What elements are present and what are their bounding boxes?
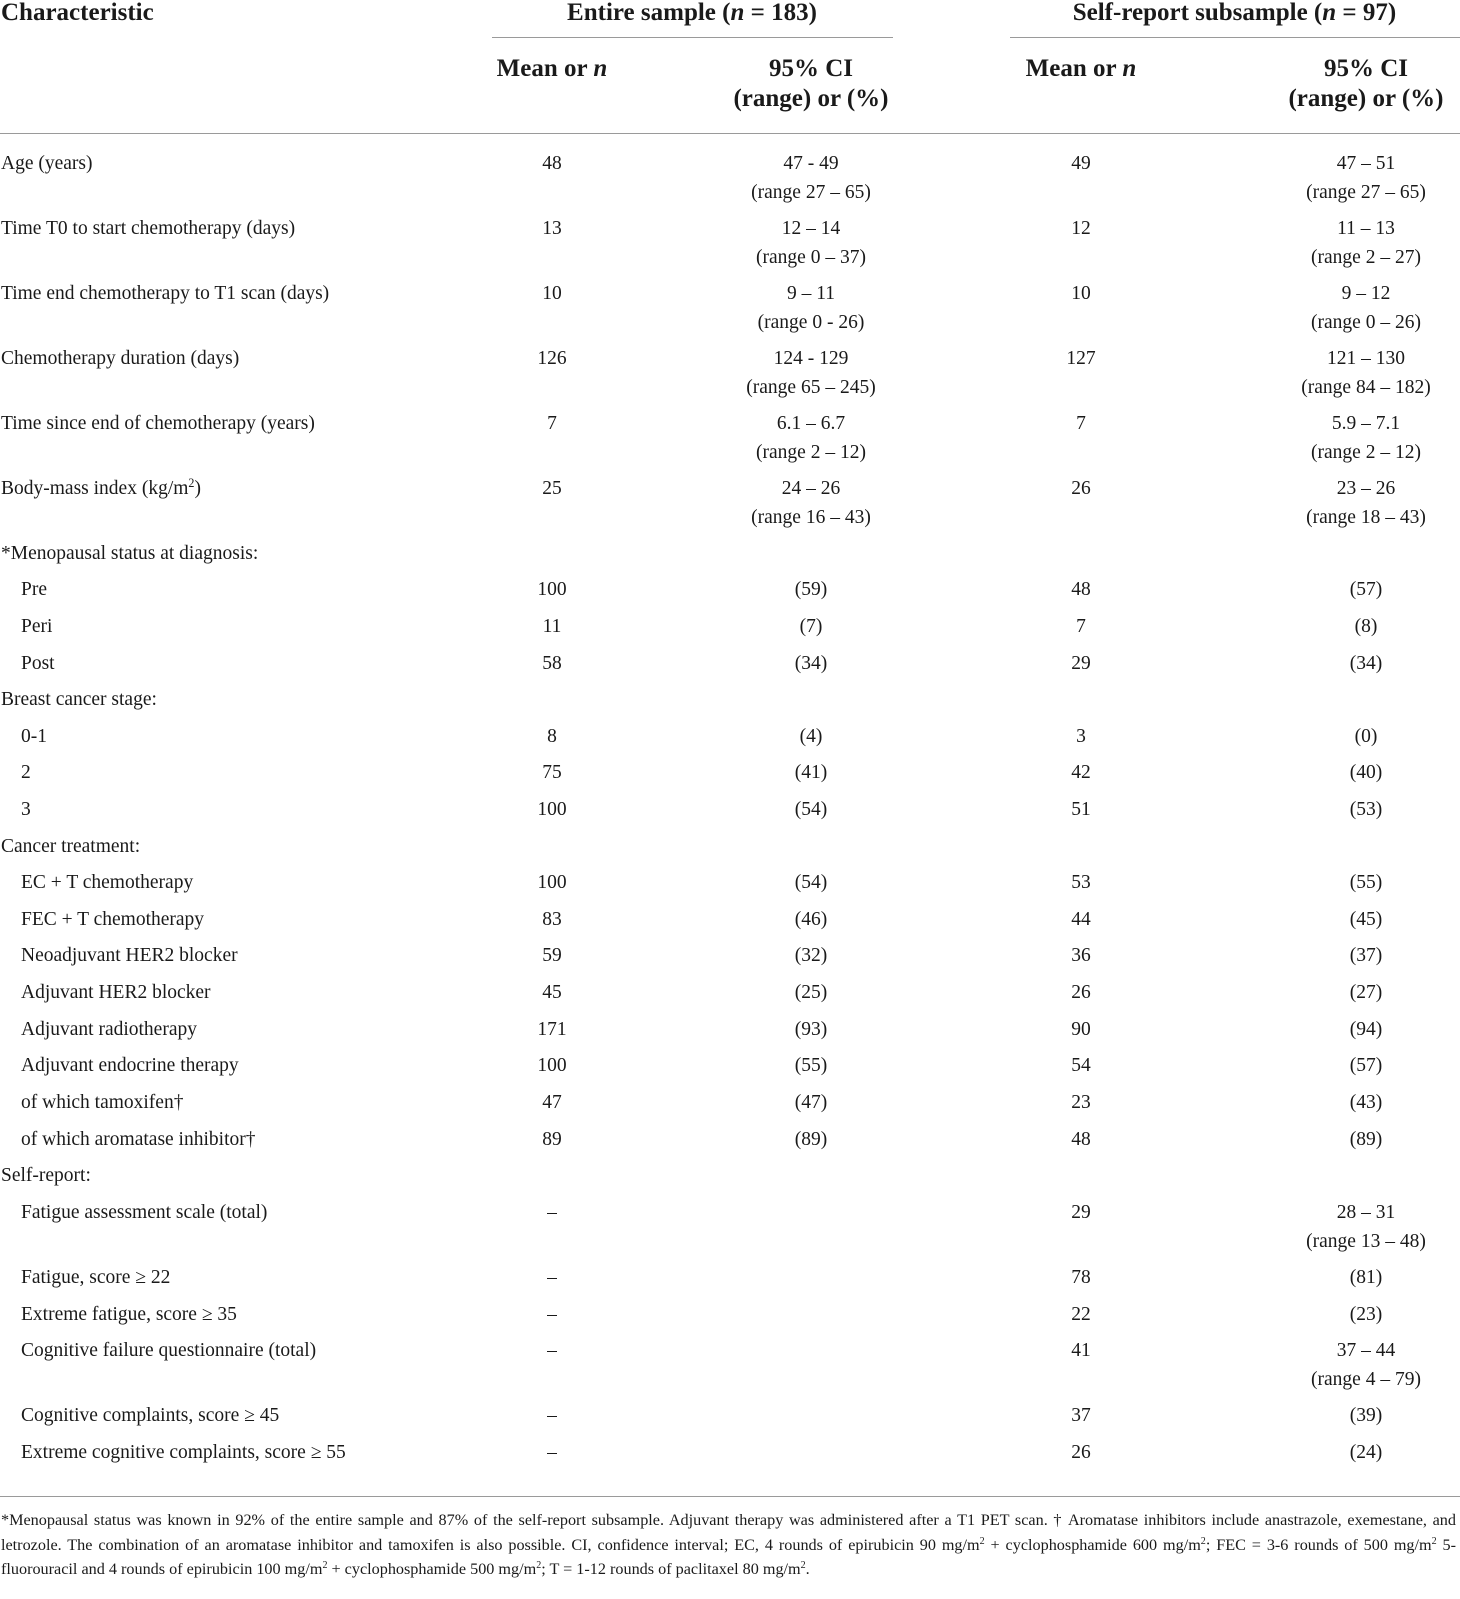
cell-mean-subsample: 26 bbox=[1071, 478, 1091, 499]
row-label bbox=[1, 344, 239, 373]
cell-ci-entire-line: (range 0 – 37) bbox=[756, 247, 866, 268]
cell-ci-entire-line: (41) bbox=[794, 762, 828, 783]
cell-mean-entire: – bbox=[547, 1267, 557, 1288]
footnote-sup5: 2 bbox=[536, 1559, 542, 1571]
row-label bbox=[1, 685, 157, 714]
cell-mean-subsample: 7 bbox=[1076, 616, 1086, 637]
subheader-ci-a-line2: (range) or (%) bbox=[733, 85, 889, 112]
footnote-sup2: 2 bbox=[1200, 1535, 1206, 1547]
cell-ci-subsample bbox=[1250, 214, 1460, 272]
cell-mean-subsample: 49 bbox=[1071, 153, 1091, 174]
cell-ci-subsample-line: (57) bbox=[1349, 579, 1383, 600]
cell-ci-subsample bbox=[1250, 1336, 1460, 1394]
row-label-text: EC + T chemotherapy bbox=[21, 872, 194, 893]
row-label bbox=[1, 832, 140, 861]
cell-ci-entire bbox=[700, 1088, 922, 1117]
cell-mean-subsample: 26 bbox=[1071, 982, 1091, 1003]
cell-ci-subsample bbox=[1250, 1015, 1460, 1044]
cell-mean-subsample: 29 bbox=[1071, 1202, 1091, 1223]
row-label bbox=[1, 149, 93, 178]
cell-ci-subsample-line: (57) bbox=[1349, 1055, 1383, 1076]
cell-ci-subsample bbox=[1250, 1401, 1460, 1430]
cell-mean-subsample: 42 bbox=[1071, 762, 1091, 783]
footnote-part5: + cyclophosphamide 500 mg/m bbox=[327, 1560, 537, 1578]
cell-ci-subsample-line: 11 – 13 bbox=[1337, 218, 1395, 239]
cell-ci-entire bbox=[700, 1125, 922, 1154]
cell-ci-subsample-line: 9 – 12 bbox=[1341, 283, 1391, 304]
row-label bbox=[21, 941, 238, 970]
cell-ci-entire-line: (47) bbox=[794, 1092, 828, 1113]
cell-ci-subsample-line: (range 2 – 27) bbox=[1311, 247, 1421, 268]
cell-ci-subsample-line: 121 – 130 bbox=[1327, 348, 1405, 369]
cell-ci-entire bbox=[700, 575, 922, 604]
cell-mean-subsample: 53 bbox=[1071, 872, 1091, 893]
cell-ci-entire bbox=[700, 409, 922, 467]
cell-ci-subsample-line: 37 – 44 bbox=[1336, 1340, 1396, 1361]
cell-mean-subsample: 22 bbox=[1071, 1304, 1091, 1325]
cell-ci-entire-line: (54) bbox=[794, 872, 828, 893]
cell-ci-entire-line: 6.1 – 6.7 bbox=[776, 413, 846, 434]
cell-ci-entire-line: (range 27 – 65) bbox=[751, 182, 871, 203]
cell-ci-subsample-line: (8) bbox=[1354, 616, 1378, 637]
row-label-text: Adjuvant radiotherapy bbox=[21, 1019, 197, 1040]
cell-ci-subsample bbox=[1250, 1088, 1460, 1117]
row-label-text: Post bbox=[21, 653, 55, 674]
cell-ci-entire-line: (4) bbox=[799, 726, 823, 747]
cell-mean-entire: 126 bbox=[537, 348, 567, 369]
cell-ci-entire bbox=[700, 214, 922, 272]
cell-mean-subsample: 54 bbox=[1071, 1055, 1091, 1076]
cell-mean-subsample: 36 bbox=[1071, 945, 1091, 966]
cell-ci-entire-line: (55) bbox=[794, 1055, 828, 1076]
cell-ci-entire bbox=[700, 1051, 922, 1080]
header-entire-sample-text: Entire sample (n = 183) bbox=[567, 0, 817, 26]
subheader-ci-b-line2: (range) or (%) bbox=[1288, 85, 1444, 112]
cell-ci-subsample-line: 23 – 26 bbox=[1336, 478, 1396, 499]
cell-mean-entire: 100 bbox=[537, 872, 567, 893]
cell-mean-subsample: 127 bbox=[1066, 348, 1096, 369]
cell-ci-subsample bbox=[1250, 905, 1460, 934]
subheader-ci-a-line1: 95% CI bbox=[768, 55, 854, 82]
cell-ci-subsample bbox=[1250, 941, 1460, 970]
cell-ci-entire bbox=[700, 649, 922, 678]
cell-ci-entire-line: (range 0 - 26) bbox=[757, 312, 865, 333]
row-label-text: Adjuvant endocrine therapy bbox=[21, 1055, 239, 1076]
cell-ci-subsample bbox=[1250, 575, 1460, 604]
cell-ci-subsample bbox=[1250, 409, 1460, 467]
row-label bbox=[1, 474, 201, 503]
cell-ci-subsample-line: (range 18 – 43) bbox=[1306, 507, 1426, 528]
cell-ci-entire-line: (25) bbox=[794, 982, 828, 1003]
cell-mean-entire: 11 bbox=[542, 616, 562, 637]
cell-ci-entire-line: 9 – 11 bbox=[786, 283, 836, 304]
row-label-text: 2 bbox=[21, 762, 31, 783]
cell-mean-entire: 100 bbox=[537, 799, 567, 820]
cell-mean-entire: 47 bbox=[542, 1092, 562, 1113]
footnote-part6: ; T = 1-12 rounds of paclitaxel 80 mg/m bbox=[541, 1560, 801, 1578]
row-label-text: Time end chemotherapy to T1 scan (days) bbox=[1, 283, 330, 304]
cell-ci-entire-line: (32) bbox=[794, 945, 828, 966]
cell-mean-subsample: 37 bbox=[1071, 1405, 1091, 1426]
row-label bbox=[21, 1263, 170, 1292]
row-label-text: Extreme fatigue, score ≥ 35 bbox=[21, 1304, 237, 1325]
cell-ci-entire bbox=[700, 941, 922, 970]
cell-ci-entire-line: (range 16 – 43) bbox=[751, 507, 871, 528]
cell-ci-entire bbox=[700, 905, 922, 934]
cell-mean-subsample: 48 bbox=[1071, 1129, 1091, 1150]
cell-ci-subsample-line: (range 84 – 182) bbox=[1301, 377, 1431, 398]
row-label-text: Neoadjuvant HER2 blocker bbox=[21, 945, 238, 966]
row-label bbox=[21, 1125, 255, 1154]
header-rule bbox=[0, 133, 1460, 134]
cell-ci-subsample bbox=[1250, 1263, 1460, 1292]
row-label bbox=[21, 1438, 346, 1467]
cell-ci-subsample-line: 47 – 51 bbox=[1336, 153, 1396, 174]
cell-mean-entire: – bbox=[547, 1340, 557, 1361]
row-label-sup: 2 bbox=[188, 475, 195, 490]
cell-ci-entire-line: 124 - 129 bbox=[773, 348, 849, 369]
group-a-underline bbox=[492, 37, 893, 38]
cell-ci-entire-line: (54) bbox=[794, 799, 828, 820]
cell-ci-subsample-line: (range 0 – 26) bbox=[1311, 312, 1421, 333]
cell-ci-subsample-line: (24) bbox=[1349, 1442, 1383, 1463]
cell-mean-subsample: 44 bbox=[1071, 909, 1091, 930]
cell-mean-subsample: 29 bbox=[1071, 653, 1091, 674]
cell-ci-entire-line: (range 2 – 12) bbox=[756, 442, 866, 463]
cell-mean-subsample: 41 bbox=[1071, 1340, 1091, 1361]
row-label bbox=[21, 978, 211, 1007]
row-label bbox=[1, 409, 315, 438]
header-entire-sample bbox=[492, 0, 892, 30]
cell-mean-entire: 7 bbox=[547, 413, 557, 434]
row-label bbox=[21, 795, 31, 824]
cell-mean-entire: – bbox=[547, 1442, 557, 1463]
cell-ci-subsample-line: (39) bbox=[1349, 1405, 1383, 1426]
cell-mean-subsample: 7 bbox=[1076, 413, 1086, 434]
cell-ci-entire-line: (59) bbox=[794, 579, 828, 600]
row-label bbox=[21, 1300, 237, 1329]
header-self-report-subsample bbox=[1010, 0, 1459, 30]
row-label bbox=[1, 539, 258, 568]
row-label-text: Fatigue, score ≥ 22 bbox=[21, 1267, 171, 1288]
cell-ci-subsample-line: (range 2 – 12) bbox=[1311, 442, 1421, 463]
group-b-underline bbox=[1010, 37, 1460, 38]
cell-ci-subsample bbox=[1250, 1300, 1460, 1329]
cell-mean-subsample: 3 bbox=[1076, 726, 1086, 747]
row-label-text: Pre bbox=[21, 579, 47, 600]
cell-ci-subsample-line: 28 – 31 bbox=[1336, 1202, 1396, 1223]
cell-ci-entire bbox=[700, 795, 922, 824]
row-label-text: Fatigue assessment scale (total) bbox=[21, 1202, 268, 1223]
row-label bbox=[21, 758, 31, 787]
row-label bbox=[21, 1015, 197, 1044]
subheader-mean-b: Mean or n bbox=[1025, 55, 1137, 82]
cell-mean-subsample: 12 bbox=[1071, 218, 1091, 239]
cell-ci-subsample bbox=[1250, 612, 1460, 641]
cell-ci-entire-line: 47 - 49 bbox=[783, 153, 839, 174]
row-label bbox=[21, 575, 47, 604]
cell-ci-subsample bbox=[1250, 758, 1460, 787]
cell-mean-subsample: 10 bbox=[1071, 283, 1091, 304]
cell-ci-subsample-line: (27) bbox=[1349, 982, 1383, 1003]
row-label bbox=[1, 214, 295, 243]
row-label-text: Extreme cognitive complaints, score ≥ 55 bbox=[21, 1442, 346, 1463]
cell-ci-subsample-line: (23) bbox=[1349, 1304, 1383, 1325]
row-label-text: Time T0 to start chemotherapy (days) bbox=[1, 218, 296, 239]
row-label-text: of which aromatase inhibitor† bbox=[21, 1129, 256, 1150]
cell-mean-entire: 100 bbox=[537, 1055, 567, 1076]
cell-ci-subsample-line: (40) bbox=[1349, 762, 1383, 783]
cell-mean-entire: 8 bbox=[547, 726, 557, 747]
subheader-ci-b bbox=[1250, 54, 1460, 114]
cell-ci-entire bbox=[700, 344, 922, 402]
cell-ci-subsample-line: (range 27 – 65) bbox=[1306, 182, 1426, 203]
cell-mean-entire: 58 bbox=[542, 653, 562, 674]
table-footnote bbox=[1, 1508, 1456, 1582]
cell-ci-entire bbox=[700, 868, 922, 897]
cell-ci-entire-line: 12 – 14 bbox=[781, 218, 841, 239]
cell-mean-entire: 48 bbox=[542, 153, 562, 174]
cell-mean-entire: 89 bbox=[542, 1129, 562, 1150]
footnote-sup3: 2 bbox=[1431, 1535, 1437, 1547]
row-label-text: Peri bbox=[21, 616, 53, 637]
cell-ci-subsample bbox=[1250, 1125, 1460, 1154]
row-label-text: Chemotherapy duration (days) bbox=[1, 348, 240, 369]
cell-ci-entire-line: (range 65 – 245) bbox=[746, 377, 876, 398]
cell-ci-subsample-line: (range 13 – 48) bbox=[1306, 1231, 1426, 1252]
cell-ci-subsample-line: (34) bbox=[1349, 653, 1383, 674]
row-label-text: Cognitive failure questionnaire (total) bbox=[21, 1340, 317, 1361]
cell-mean-entire: 75 bbox=[542, 762, 562, 783]
cell-ci-entire bbox=[700, 1015, 922, 1044]
footnote-sup1: 2 bbox=[979, 1535, 985, 1547]
cell-ci-entire-line: (46) bbox=[794, 909, 828, 930]
cell-ci-subsample bbox=[1250, 1198, 1460, 1256]
cell-ci-subsample-line: (range 4 – 79) bbox=[1311, 1369, 1421, 1390]
row-label-text: Age (years) bbox=[1, 153, 93, 174]
cell-mean-subsample: 78 bbox=[1071, 1267, 1091, 1288]
cell-ci-subsample bbox=[1250, 868, 1460, 897]
cell-mean-subsample: 23 bbox=[1071, 1092, 1091, 1113]
cell-ci-subsample-line: (81) bbox=[1349, 1267, 1383, 1288]
row-label-suffix: ) bbox=[194, 478, 201, 499]
cell-mean-subsample: 51 bbox=[1071, 799, 1091, 820]
cell-ci-subsample-line: (43) bbox=[1349, 1092, 1383, 1113]
cell-ci-entire bbox=[700, 149, 922, 207]
header-self-report-text: Self-report subsample (n = 97) bbox=[1072, 0, 1397, 26]
cell-mean-entire: 45 bbox=[542, 982, 562, 1003]
row-label bbox=[21, 612, 52, 641]
cell-ci-subsample bbox=[1250, 795, 1460, 824]
cell-ci-entire bbox=[700, 279, 922, 337]
row-label bbox=[21, 1051, 239, 1080]
cell-ci-entire-line: (93) bbox=[794, 1019, 828, 1040]
row-label bbox=[21, 1088, 183, 1117]
cell-ci-subsample-line: (37) bbox=[1349, 945, 1383, 966]
row-label bbox=[21, 1401, 279, 1430]
row-label bbox=[21, 1198, 267, 1227]
cell-mean-entire: – bbox=[547, 1405, 557, 1426]
footnote-part2: + cyclophosphamide 600 mg/m bbox=[984, 1535, 1201, 1554]
cell-ci-subsample bbox=[1250, 279, 1460, 337]
cell-ci-subsample bbox=[1250, 722, 1460, 751]
cell-ci-subsample-line: 5.9 – 7.1 bbox=[1331, 413, 1401, 434]
cell-ci-subsample-line: (53) bbox=[1349, 799, 1383, 820]
cell-mean-entire: 171 bbox=[537, 1019, 567, 1040]
cell-ci-subsample bbox=[1250, 474, 1460, 532]
row-label-text: 0-1 bbox=[21, 726, 47, 747]
cell-mean-entire: 59 bbox=[542, 945, 562, 966]
cell-ci-entire bbox=[700, 978, 922, 1007]
row-label-text: Body-mass index (kg/m bbox=[1, 478, 189, 499]
cell-ci-subsample-line: (94) bbox=[1349, 1019, 1383, 1040]
cell-mean-entire: 10 bbox=[542, 283, 562, 304]
subheader-mean-a: Mean or n bbox=[496, 55, 608, 82]
footnote-part3: ; FEC = 3-6 rounds of 500 mg/m bbox=[1205, 1535, 1432, 1554]
row-label-text: of which tamoxifen† bbox=[21, 1092, 184, 1113]
footnote-part1: *Menopausal status was known in 92% of the entire sample and 87% of the self-report subsample. Adjuvant therapy was administered after a T1 PET scan. † Aromatase inhibitors include anastrazole, exemestane, and letrozole. The combination of an aromatase inhibitor and tamoxifen is also possible. CI, confidence interval; EC, 4 rounds of epirubicin 90 mg/m bbox=[1, 1511, 1456, 1554]
cell-ci-subsample bbox=[1250, 1051, 1460, 1080]
cell-mean-subsample: 90 bbox=[1071, 1019, 1091, 1040]
row-label bbox=[21, 905, 204, 934]
row-label-text: FEC + T chemotherapy bbox=[21, 909, 205, 930]
cell-mean-subsample: 26 bbox=[1071, 1442, 1091, 1463]
row-label bbox=[21, 649, 55, 678]
cell-mean-entire: – bbox=[547, 1304, 557, 1325]
cell-ci-entire bbox=[700, 474, 922, 532]
cell-ci-subsample bbox=[1250, 978, 1460, 1007]
cell-mean-subsample: 48 bbox=[1071, 579, 1091, 600]
row-label-text: Time since end of chemotherapy (years) bbox=[1, 413, 315, 434]
row-label-text: *Menopausal status at diagnosis: bbox=[1, 543, 259, 564]
cell-mean-entire: 100 bbox=[537, 579, 567, 600]
footnote-sup6: 2 bbox=[800, 1559, 806, 1571]
header-characteristic: Characteristic bbox=[1, 0, 154, 26]
cell-ci-subsample bbox=[1250, 344, 1460, 402]
cell-ci-entire-line: (34) bbox=[794, 653, 828, 674]
cell-mean-entire: 25 bbox=[542, 478, 562, 499]
cell-ci-entire bbox=[700, 612, 922, 641]
subheader-ci-b-line1: 95% CI bbox=[1323, 55, 1409, 82]
cell-ci-subsample bbox=[1250, 149, 1460, 207]
cell-ci-subsample bbox=[1250, 649, 1460, 678]
cell-ci-subsample-line: (89) bbox=[1349, 1129, 1383, 1150]
row-label-text: 3 bbox=[21, 799, 31, 820]
bottom-rule bbox=[0, 1496, 1460, 1497]
cell-ci-subsample-line: (55) bbox=[1349, 872, 1383, 893]
row-label-text: Breast cancer stage: bbox=[1, 689, 157, 710]
cell-ci-subsample bbox=[1250, 1438, 1460, 1467]
cell-ci-entire bbox=[700, 722, 922, 751]
cell-ci-subsample-line: (45) bbox=[1349, 909, 1383, 930]
cell-ci-entire-line: (89) bbox=[794, 1129, 828, 1150]
subheader-ci-a bbox=[700, 54, 922, 114]
cell-ci-entire-line: 24 – 26 bbox=[781, 478, 841, 499]
row-label-text: Cancer treatment: bbox=[1, 836, 141, 857]
cell-mean-entire: 13 bbox=[542, 218, 562, 239]
row-label bbox=[21, 1336, 316, 1365]
row-label bbox=[1, 279, 329, 308]
row-label bbox=[1, 1161, 91, 1190]
footnote-part4: 5-fluorouracil and 4 rounds of epirubicin 100 mg/m bbox=[1, 1535, 1457, 1578]
footnote-sup4: 2 bbox=[322, 1559, 328, 1571]
cell-ci-entire-line: (7) bbox=[799, 616, 823, 637]
row-label-text: Cognitive complaints, score ≥ 45 bbox=[21, 1405, 280, 1426]
row-label bbox=[21, 722, 47, 751]
cell-mean-entire: – bbox=[547, 1202, 557, 1223]
row-label-text: Adjuvant HER2 blocker bbox=[21, 982, 211, 1003]
cell-ci-entire bbox=[700, 758, 922, 787]
cell-mean-entire: 83 bbox=[542, 909, 562, 930]
cell-ci-subsample-line: (0) bbox=[1354, 726, 1378, 747]
row-label bbox=[21, 868, 193, 897]
row-label-text: Self-report: bbox=[1, 1165, 91, 1186]
footnote-part7: . bbox=[805, 1560, 810, 1578]
